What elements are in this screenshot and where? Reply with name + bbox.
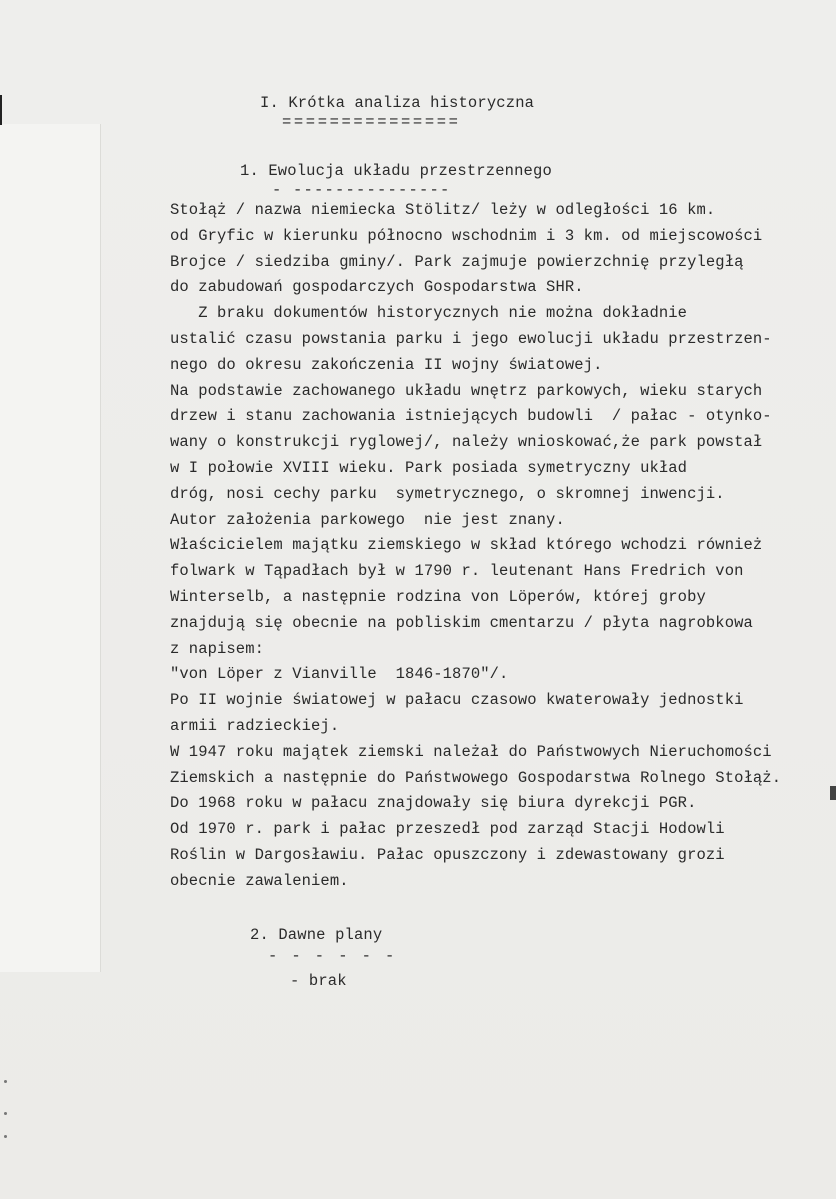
heading-underline: ===============	[282, 113, 461, 131]
body-line: znajdują się obecnie na pobliskim cmentarzu / płyta nagrobkowa	[170, 613, 753, 632]
body-line: obecnie zawaleniem.	[170, 871, 349, 890]
edge-mark	[830, 786, 836, 800]
body-line: Stołąż / nazwa niemiecka Stölitz/ leży w odległości 16 km.	[170, 201, 716, 219]
body-line: drzew i stanu zachowania istniejących budowli / pałac - otynko-	[170, 407, 772, 426]
body-line: do zabudowań gospodarczych Gospodarstwa SHR.	[170, 278, 584, 297]
body-line: folwark w Tąpadłach był w 1790 r. leutenant Hans Fredrich von	[170, 562, 744, 581]
body-line: "von Löper z Vianville 1846-1870"/.	[170, 665, 509, 684]
body-line: dróg, nosi cechy parku symetrycznego, o skromnej inwencji.	[170, 484, 725, 503]
body-line: Po II wojnie światowej w pałacu czasowo kwaterowały jednostki	[170, 691, 744, 710]
body-line: wany o konstrukcji ryglowej/, należy wnioskować,że park powstał	[170, 433, 763, 452]
body-line: Roślin w Dargosławiu. Pałac opuszczony i zdewastowany grozi	[170, 845, 725, 864]
body-line: Na podstawie zachowanego układu wnętrz parkowych, wieku starych	[170, 381, 763, 400]
body-line: Brojce / siedziba gminy/. Park zajmuje powierzchnię przyległą	[170, 252, 744, 271]
section2-title: 2. Dawne plany	[250, 926, 383, 944]
body-line: nego do okresu zakończenia II wojny światowej.	[170, 355, 603, 374]
body-line: Z braku dokumentów historycznych nie można dokładnie	[170, 304, 688, 323]
body-line: ustalić czasu powstania parku i jego ewolucji układu przestrzen-	[170, 329, 772, 348]
section2-content: - brak	[290, 972, 347, 990]
binding-mark	[0, 95, 2, 125]
body-line: Autor założenia parkowego nie jest znany.	[170, 510, 565, 529]
body-line: Do 1968 roku w pałacu znajdowały się biura dyrekcji PGR.	[170, 794, 697, 813]
page-heading: I. Krótka analiza historyczna	[260, 94, 535, 112]
body-line: armii radzieckiej.	[170, 716, 340, 735]
section1-underline: - ---------------	[272, 181, 451, 199]
section2-underline: - - - - - -	[268, 947, 397, 965]
punch-mark	[4, 1135, 7, 1138]
punch-mark	[4, 1112, 7, 1115]
body-line: Właścicielem majątku ziemskiego w skład którego wchodzi również	[170, 536, 763, 555]
body-line: Ziemskich a następnie do Państwowego Gospodarstwa Rolnego Stołąż.	[170, 768, 782, 787]
body-line: Od 1970 r. park i pałac przeszedł pod zarząd Stacji Hodowli	[170, 820, 725, 839]
body-line: Winterselb, a następnie rodzina von Löperów, której groby	[170, 587, 706, 606]
body-line: W 1947 roku majątek ziemski należał do Państwowych Nieruchomości	[170, 742, 772, 761]
section1-title: 1. Ewolucja układu przestrzennego	[240, 162, 552, 180]
body-line: od Gryfic w kierunku północno wschodnim i 3 km. od miejscowości	[170, 226, 763, 245]
bleed-through-strip	[0, 124, 100, 972]
punch-mark	[4, 1080, 7, 1083]
body-line: z napisem:	[170, 639, 265, 658]
body-line: w I połowie XVIII wieku. Park posiada symetryczny układ	[170, 458, 688, 477]
body-text	[170, 198, 830, 895]
